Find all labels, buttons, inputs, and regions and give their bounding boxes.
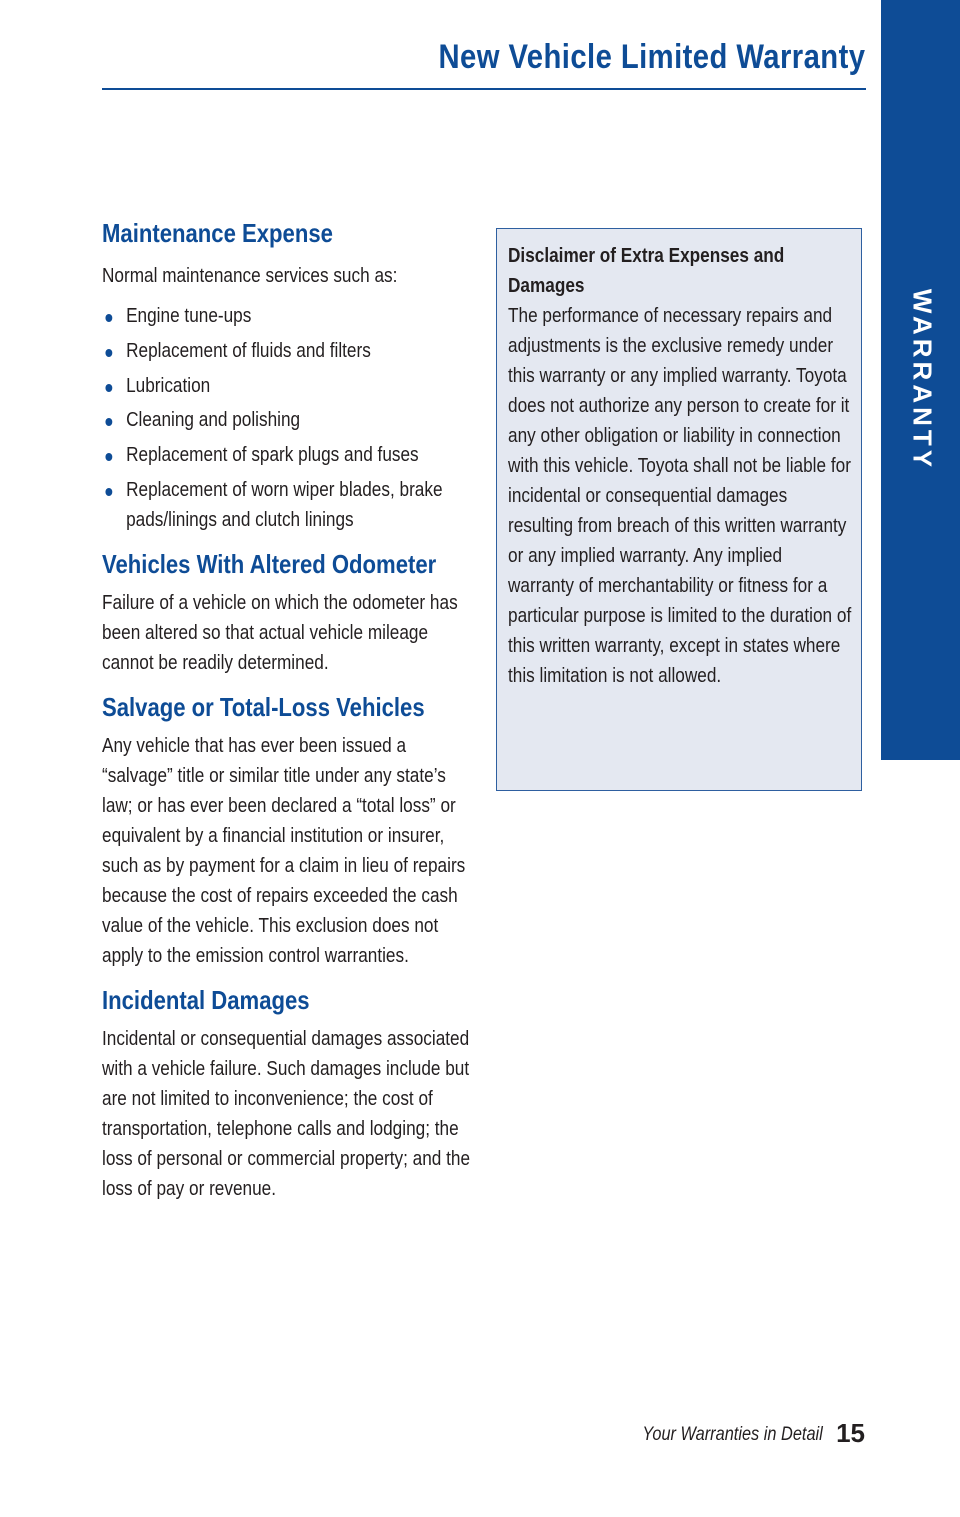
maintenance-heading: Maintenance Expense xyxy=(102,218,333,248)
incidental-heading: Incidental Damages xyxy=(102,984,310,1015)
bullet-icon xyxy=(105,349,112,357)
page-number: 15 xyxy=(836,1418,865,1448)
bullet-icon xyxy=(105,314,112,322)
left-column xyxy=(102,218,474,1204)
list-item-text: Replacement of worn wiper blades, brake pads/linings and clutch linings xyxy=(126,478,443,531)
footer-label: Your Warranties in Detail xyxy=(642,1424,823,1445)
list-item xyxy=(102,336,474,366)
list-item-text: Cleaning and polishing xyxy=(126,409,301,432)
list-item xyxy=(102,301,474,331)
disclaimer-body: The performance of necessary repairs and adjustments is the exclusive remedy under this warranty or any implied warranty. Toyota does not authorize any person to create for it any other obligation or liability in connection with this vehicle. Toyota shall not be liable for incidental or consequential damages resulting from breach of this written warranty or any implied warranty. Any implied warranty of merchantability or fitness for a particular purpose is limited to the duration of this written warranty, except in states where this limitation is not allowed. xyxy=(508,305,852,687)
title-divider xyxy=(102,88,866,90)
bullet-icon xyxy=(105,384,112,392)
odometer-body: Failure of a vehicle on which the odometer has been altered so that actual vehicle mileage cannot be readily determined. xyxy=(102,591,458,674)
maintenance-list xyxy=(102,301,474,535)
list-item xyxy=(102,475,474,535)
bullet-icon xyxy=(105,488,112,496)
page-title: New Vehicle Limited Warranty xyxy=(438,38,865,76)
disclaimer-title: Disclaimer of Extra Expenses and Damages xyxy=(508,245,785,297)
list-item-text: Lubrication xyxy=(126,374,211,397)
list-item-text: Replacement of fluids and filters xyxy=(126,339,371,362)
bullet-icon xyxy=(105,453,112,461)
salvage-body: Any vehicle that has ever been issued a “salvage” title or similar title under any state’s law; or has ever been declared a “total loss” or equivalent by a financial institution or insurer, such as by payment for a claim in lieu of repairs because the cost of repairs exceeded the cash value of the vehicle. This exclusion does not apply to the emission control warranties. xyxy=(102,734,466,967)
list-item-text: Engine tune-ups xyxy=(126,305,252,327)
bullet-icon xyxy=(105,418,112,426)
odometer-heading: Vehicles With Altered Odometer xyxy=(102,548,437,579)
disclaimer-content xyxy=(508,241,852,691)
maintenance-body xyxy=(102,261,474,535)
disclaimer-box xyxy=(496,228,862,791)
list-item xyxy=(102,440,474,470)
side-tab-label: WARRANTY xyxy=(907,288,938,472)
list-item-text: Replacement of spark plugs and fuses xyxy=(126,444,419,467)
salvage-heading: Salvage or Total-Loss Vehicles xyxy=(102,691,425,722)
maintenance-intro: Normal maintenance services such as: xyxy=(102,265,398,287)
incidental-body: Incidental or consequential damages associated with a vehicle failure. Such damages include but are not limited to inconvenience; the cost of transportation, telephone calls and lodging; the loss of personal or commercial property; and the loss of pay or revenue. xyxy=(102,1027,471,1200)
list-item xyxy=(102,371,474,401)
list-item xyxy=(102,405,474,435)
